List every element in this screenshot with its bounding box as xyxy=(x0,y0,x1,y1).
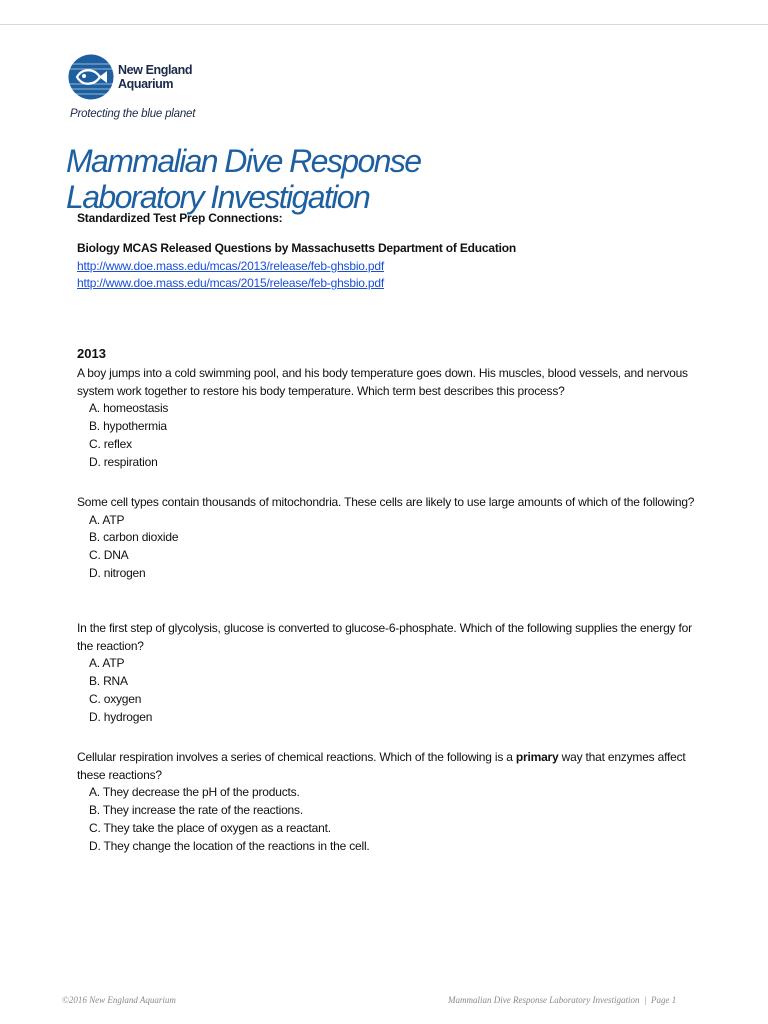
title-line-1: Mammalian Dive Response xyxy=(66,143,421,179)
year-heading: 2013 xyxy=(77,346,106,361)
option-b: B. hypothermia xyxy=(89,419,167,434)
footer-copyright: ©2016 New England Aquarium xyxy=(62,995,176,1005)
option-d: D. nitrogen xyxy=(89,565,146,580)
question-4 xyxy=(77,749,702,855)
option-b: B. They increase the rate of the reactions. xyxy=(89,803,303,818)
prep-heading: Standardized Test Prep Connections: xyxy=(77,211,283,225)
option-d: D. hydrogen xyxy=(89,709,153,724)
option-d: D. respiration xyxy=(89,454,158,469)
answer-options xyxy=(77,784,702,855)
document-title xyxy=(66,143,666,215)
prep-section xyxy=(77,240,697,293)
question-text: In the first step of glycolysis, glucose is converted to glucose-6-phosphate. Which of the following supplies the energy for the reaction? xyxy=(77,621,692,653)
logo-name: New England Aquarium xyxy=(118,63,193,91)
option-c: C. reflex xyxy=(89,436,132,451)
option-a: A. ATP xyxy=(89,512,125,527)
question-2 xyxy=(77,494,702,583)
question-1 xyxy=(77,365,702,471)
option-d: D. They change the location of the reactions in the cell. xyxy=(89,838,370,853)
logo xyxy=(68,54,248,104)
emphasis-primary: primary xyxy=(515,750,559,764)
question-text: Some cell types contain thousands of mitochondria. These cells are likely to use large amounts of which of the following? xyxy=(77,495,695,509)
option-a: A. ATP xyxy=(89,656,125,671)
option-c: C. DNA xyxy=(89,548,129,563)
title-line-2: Laboratory Investigation xyxy=(66,179,370,215)
mcas-2013-link[interactable]: http://www.doe.mass.edu/mcas/2013/release/feb-ghsbio.pdf xyxy=(77,258,384,273)
option-a: A. homeostasis xyxy=(89,401,169,416)
mcas-2015-link[interactable]: http://www.doe.mass.edu/mcas/2015/release/feb-ghsbio.pdf xyxy=(77,276,384,291)
option-b: B. RNA xyxy=(89,674,128,689)
question-3 xyxy=(77,620,702,726)
answer-options xyxy=(77,655,702,726)
option-b: B. carbon dioxide xyxy=(89,530,179,545)
fish-logo-icon xyxy=(68,54,114,100)
logo-tagline: Protecting the blue planet xyxy=(70,108,196,120)
top-rule xyxy=(0,24,768,25)
option-c: C. They take the place of oxygen as a reactant. xyxy=(89,820,331,835)
answer-options xyxy=(77,512,702,583)
option-a: A. They decrease the pH of the products. xyxy=(89,785,300,800)
question-text: Cellular respiration involves a series of chemical reactions. Which of the following is a primary way that enzymes affect these reactions? xyxy=(77,750,686,782)
question-text: A boy jumps into a cold swimming pool, and his body temperature goes down. His muscles, blood vessels, and nervous system work together to restore his body temperature. Which term best describes this process? xyxy=(77,366,688,398)
footer-page-info: Mammalian Dive Response Laboratory Investigation | Page 1 xyxy=(448,995,677,1005)
option-c: C. oxygen xyxy=(89,691,142,706)
answer-options xyxy=(77,400,702,471)
prep-source: Biology MCAS Released Questions by Massachusetts Department of Education xyxy=(77,241,517,255)
